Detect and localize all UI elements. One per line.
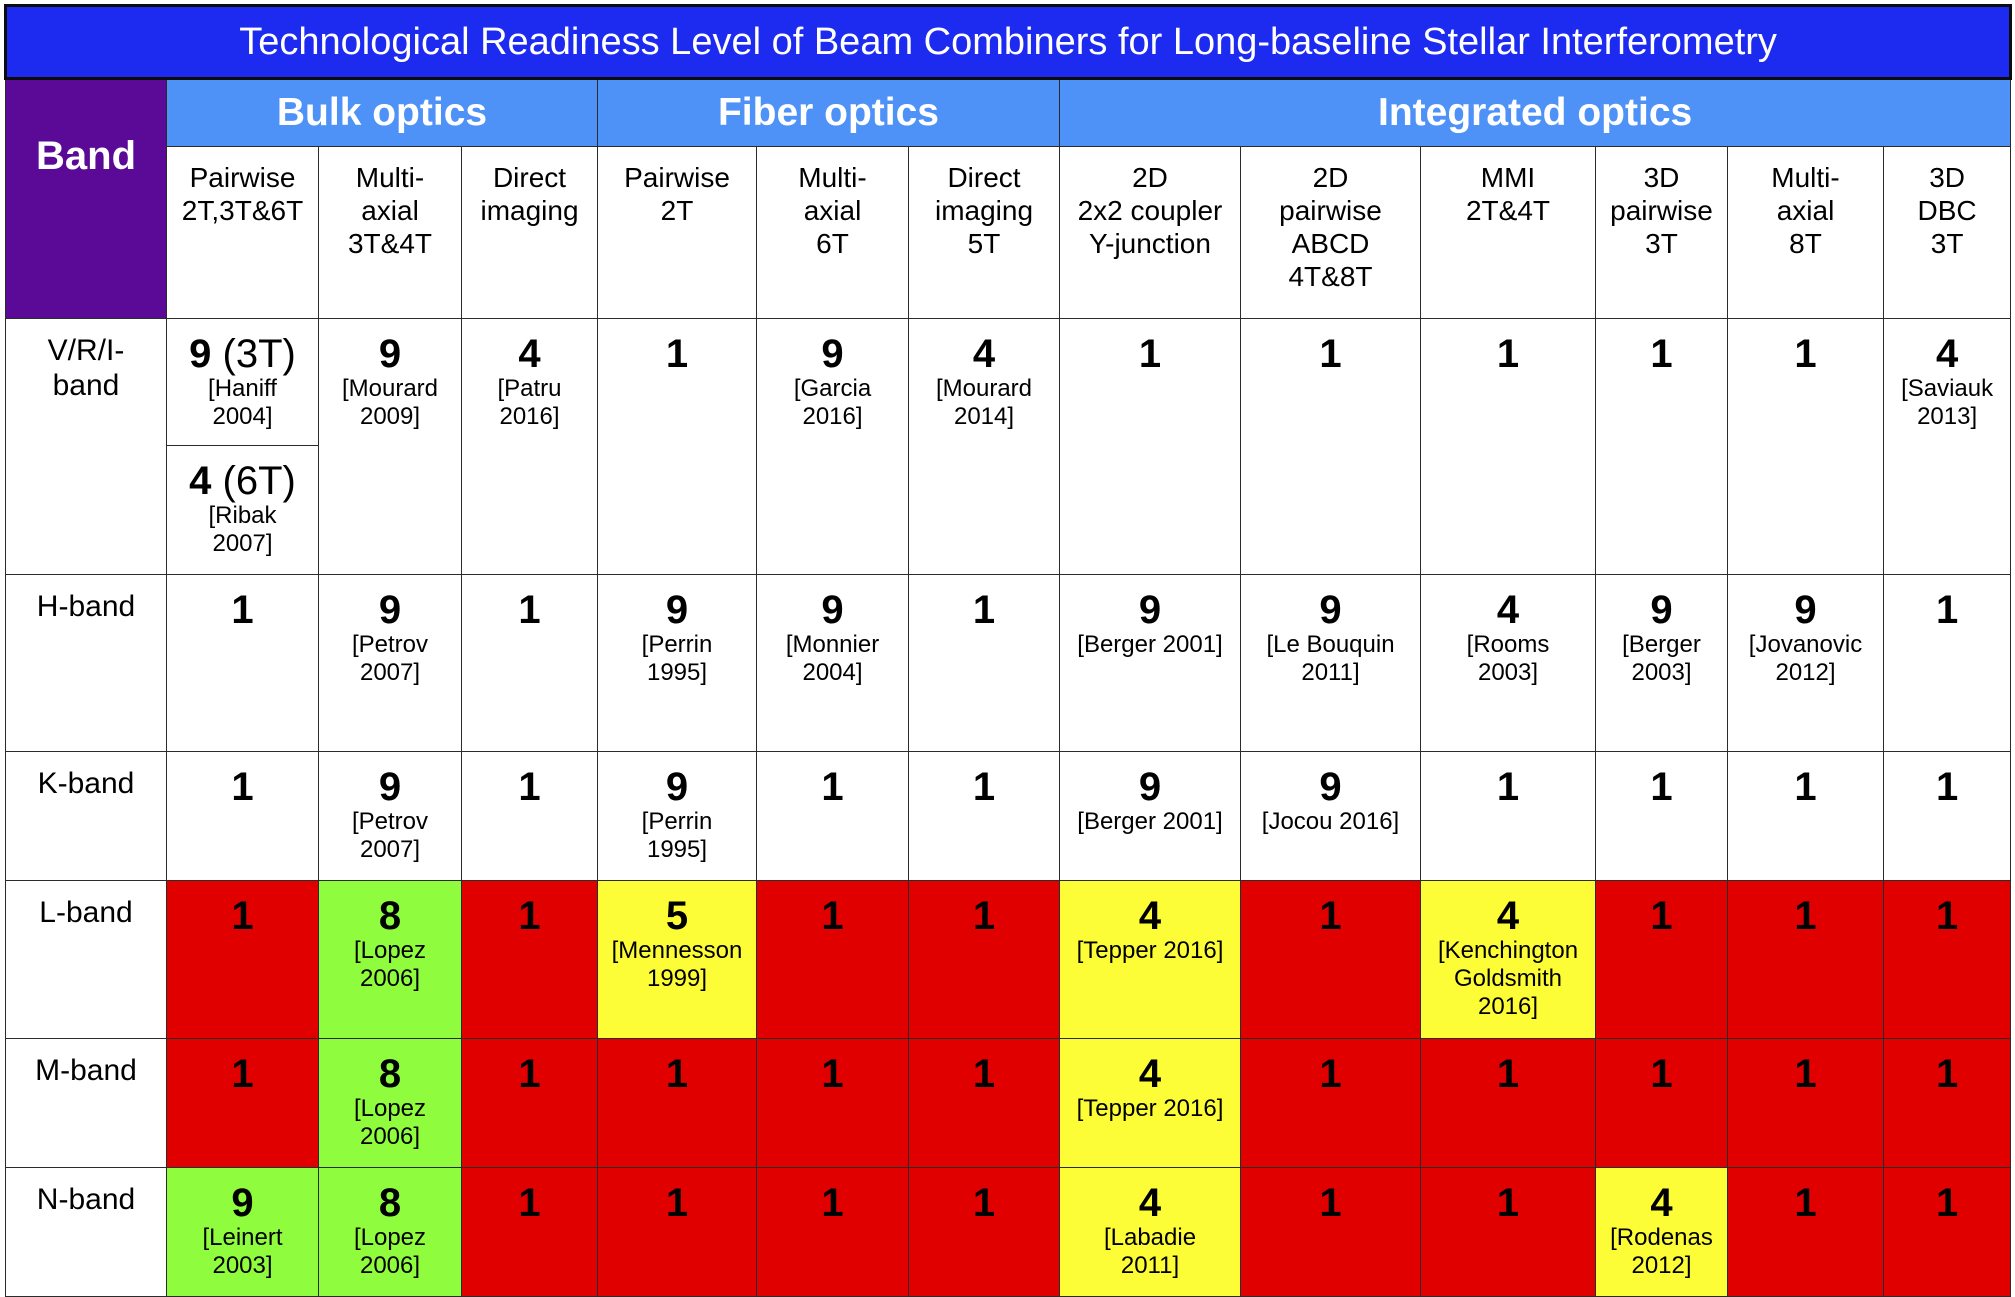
- col-header-line: Direct: [492, 162, 567, 193]
- trl-reference: [Lopez: [353, 937, 427, 964]
- trl-value: 1: [972, 588, 996, 632]
- trl-reference: 2014]: [953, 403, 1015, 430]
- trl-cell-h-c4: [598, 575, 757, 752]
- trl-value: 8: [378, 1181, 402, 1225]
- trl-value: 4: [1138, 1181, 1162, 1225]
- trl-cell-m-c12: [1884, 1039, 2011, 1168]
- trl-value: 1: [1794, 765, 1817, 809]
- trl-value: 1: [821, 1181, 844, 1225]
- col-header-line: 3T&4T: [347, 228, 433, 259]
- trl-cell-n-c8: [1241, 1168, 1421, 1297]
- trl-value: 1: [1319, 332, 1342, 376]
- trl-cell-l-c3: [462, 881, 598, 1039]
- trl-cell-l-c2: [319, 881, 462, 1039]
- trl-reference: [Tepper 2016]: [1076, 937, 1224, 964]
- trl-reference: [Kenchington: [1437, 937, 1579, 964]
- trl-reference: [Labadie: [1103, 1224, 1197, 1251]
- trl-value: 5: [665, 894, 689, 938]
- trl-cell-n-c6: [909, 1168, 1060, 1297]
- trl-value: 1: [231, 765, 254, 809]
- trl-cell-n-c11: [1728, 1168, 1884, 1297]
- trl-reference: 2009]: [359, 403, 421, 430]
- group-header-fiber-optics: Fiber optics: [598, 79, 1060, 147]
- trl-cell-h-c11: [1728, 575, 1884, 752]
- trl-reference: [Tepper 2016]: [1076, 1095, 1224, 1122]
- trl-value: 4: [1138, 1052, 1162, 1096]
- trl-value: 1: [665, 1052, 689, 1096]
- trl-value: 4: [1650, 1181, 1673, 1225]
- trl-value: 1: [665, 1181, 689, 1225]
- row-label-n-band: N-band: [6, 1168, 167, 1297]
- trl-reference: [Lopez: [353, 1224, 427, 1251]
- band-column-header: Band: [6, 79, 167, 319]
- trl-cell-k-c7: [1060, 752, 1241, 881]
- col-header-line: axial: [1776, 195, 1835, 226]
- trl-reference: [Lopez: [353, 1095, 427, 1122]
- trl-cell-vri-c4: [598, 319, 757, 575]
- trl-value: 1: [972, 1052, 996, 1096]
- col-header-line: axial: [361, 195, 419, 226]
- trl-cell-k-c5: [757, 752, 909, 881]
- trl-cell-m-c3: [462, 1039, 598, 1168]
- trl-value: 4: [1496, 894, 1520, 938]
- trl-cell-m-c8: [1241, 1039, 1421, 1168]
- trl-cell-vri-c1-3t: [167, 319, 319, 446]
- trl-cell-h-c7: [1060, 575, 1241, 752]
- trl-reference: 2006]: [359, 1252, 421, 1279]
- trl-cell-l-c6: [909, 881, 1060, 1039]
- trl-reference: [Patru: [497, 375, 562, 402]
- trl-value: 9: [1319, 765, 1342, 809]
- col-header-line: imaging: [480, 195, 579, 226]
- trl-cell-h-c12: [1884, 575, 2011, 752]
- trl-reference: [Mennesson: [611, 937, 743, 964]
- trl-cell-h-c10: [1596, 575, 1728, 752]
- trl-value: 9: [378, 765, 402, 809]
- row-label-line: V/R/I-: [47, 334, 125, 367]
- col-header-c3: [462, 147, 598, 319]
- trl-value: 1: [231, 894, 254, 938]
- trl-reference: 1999]: [646, 965, 708, 992]
- trl-reference: [Berger 2001]: [1077, 631, 1223, 658]
- trl-value: 1: [1319, 894, 1342, 938]
- col-header-line: Multi-: [798, 162, 867, 193]
- trl-value: 9: [821, 588, 844, 632]
- trl-cell-m-c4: [598, 1039, 757, 1168]
- trl-reference: [Ribak: [208, 502, 277, 529]
- trl-reference: [Berger 2001]: [1077, 808, 1223, 835]
- trl-cell-m-c10: [1596, 1039, 1728, 1168]
- col-header-line: DBC: [1917, 195, 1977, 226]
- trl-cell-h-c3: [462, 575, 598, 752]
- col-header-line: pairwise: [1279, 195, 1382, 226]
- col-header-line: 2D: [1312, 162, 1349, 193]
- trl-cell-m-c11: [1728, 1039, 1884, 1168]
- trl-cell-l-c5: [757, 881, 909, 1039]
- col-header-line: ABCD: [1291, 228, 1370, 259]
- col-header-line: pairwise: [1610, 195, 1713, 226]
- trl-value: 4: [1138, 894, 1162, 938]
- col-header-line: 2D: [1132, 162, 1168, 193]
- trl-cell-m-c1: [167, 1039, 319, 1168]
- trl-reference: [Leinert: [202, 1224, 283, 1251]
- trl-cell-vri-c6: [909, 319, 1060, 575]
- trl-reference: 2011]: [1301, 659, 1360, 686]
- trl-cell-l-c11: [1728, 881, 1884, 1039]
- trl-value: 8: [378, 1052, 402, 1096]
- col-header-c12: [1884, 147, 2011, 319]
- trl-cell-n-c10: [1596, 1168, 1728, 1297]
- col-header-line: 5T: [967, 228, 1001, 259]
- col-header-c4: [598, 147, 757, 319]
- trl-cell-h-c1: [167, 575, 319, 752]
- col-header-line: Multi-: [1771, 162, 1840, 193]
- trl-cell-h-c8: [1241, 575, 1421, 752]
- trl-cell-h-c9: [1421, 575, 1596, 752]
- trl-cell-k-c9: [1421, 752, 1596, 881]
- trl-value: 1: [518, 588, 541, 632]
- trl-value: 1: [821, 1052, 844, 1096]
- trl-value: 1: [1935, 1181, 1959, 1225]
- trl-value: 1: [1794, 1052, 1817, 1096]
- row-label-line: band: [52, 369, 120, 402]
- trl-reference: 2007]: [359, 836, 421, 863]
- trl-reference: 2007]: [212, 530, 273, 557]
- trl-reference: 2003]: [1631, 659, 1692, 686]
- trl-value: 9: [1138, 765, 1162, 809]
- trl-cell-k-c4: [598, 752, 757, 881]
- trl-reference: [Berger: [1622, 631, 1701, 658]
- trl-reference: 2016]: [499, 403, 560, 430]
- col-header-c6: [909, 147, 1060, 319]
- trl-value: 1: [1650, 332, 1673, 376]
- col-header-line: MMI: [1480, 162, 1536, 193]
- trl-reference: [Le Bouquin: [1266, 631, 1395, 658]
- trl-value: 1: [1650, 894, 1673, 938]
- trl-value: 1: [231, 588, 254, 632]
- trl-value: 1: [518, 765, 541, 809]
- table-title: Technological Readiness Level of Beam Combiners for Long-baseline Stellar Interferometry: [6, 6, 2011, 79]
- trl-value: 4: [518, 332, 541, 376]
- trl-cell-k-c11: [1728, 752, 1884, 881]
- trl-value: 1: [1496, 1181, 1520, 1225]
- trl-value: 4 (6T): [189, 459, 296, 503]
- trl-cell-l-c8: [1241, 881, 1421, 1039]
- col-header-line: 6T: [816, 228, 849, 259]
- trl-cell-n-c4: [598, 1168, 757, 1297]
- trl-cell-vri-c11: [1728, 319, 1884, 575]
- trl-cell-vri-c12: [1884, 319, 2011, 575]
- trl-cell-n-c7: [1060, 1168, 1241, 1297]
- trl-value: 1: [972, 1181, 996, 1225]
- trl-cell-m-c2: [319, 1039, 462, 1168]
- trl-value: 1: [1935, 588, 1959, 632]
- col-header-c11: [1728, 147, 1884, 319]
- trl-value: 9: [378, 332, 402, 376]
- trl-reference: [Mourard: [341, 375, 439, 402]
- trl-cell-k-c2: [319, 752, 462, 881]
- trl-value: 1: [1935, 1052, 1959, 1096]
- trl-cell-vri-c9: [1421, 319, 1596, 575]
- trl-cell-l-c4: [598, 881, 757, 1039]
- trl-reference: [Haniff: [208, 375, 277, 402]
- trl-cell-k-c10: [1596, 752, 1728, 881]
- col-header-c10: [1596, 147, 1728, 319]
- trl-value: 9: [1319, 588, 1342, 632]
- trl-value: 1: [1935, 765, 1959, 809]
- trl-cell-k-c8: [1241, 752, 1421, 881]
- trl-cell-m-c5: [757, 1039, 909, 1168]
- trl-value: 1: [972, 765, 996, 809]
- col-header-line: Direct: [947, 162, 1021, 193]
- trl-value: 9: [821, 332, 844, 376]
- trl-cell-h-c5: [757, 575, 909, 752]
- trl-cell-n-c1: [167, 1168, 319, 1297]
- trl-value: 1: [1650, 765, 1673, 809]
- trl-reference: [Mourard: [935, 375, 1033, 402]
- trl-reference: 2016]: [802, 403, 863, 430]
- trl-reference: 2004]: [802, 659, 863, 686]
- trl-value: 1: [1496, 765, 1520, 809]
- trl-cell-vri-c1-6t: [167, 446, 319, 575]
- trl-value: 4: [972, 332, 996, 376]
- trl-reference: 2003]: [1477, 659, 1539, 686]
- trl-cell-m-c7: [1060, 1039, 1241, 1168]
- trl-value: 1: [821, 894, 844, 938]
- trl-value: 9: [665, 588, 689, 632]
- trl-cell-vri-c3: [462, 319, 598, 575]
- trl-cell-vri-c2: [319, 319, 462, 575]
- trl-cell-l-c7: [1060, 881, 1241, 1039]
- trl-value: 1: [1794, 894, 1817, 938]
- col-header-line: 2T: [660, 195, 694, 226]
- row-label-vri-band: [6, 319, 167, 575]
- trl-reference: [Petrov: [351, 808, 429, 835]
- trl-cell-l-c10: [1596, 881, 1728, 1039]
- col-header-c8: [1241, 147, 1421, 319]
- row-label-l-band: L-band: [6, 881, 167, 1039]
- trl-reference: 2012]: [1631, 1252, 1692, 1279]
- group-header-bulk-optics: Bulk optics: [167, 79, 598, 147]
- trl-reference: 2006]: [359, 965, 421, 992]
- trl-reference: 2011]: [1120, 1252, 1180, 1279]
- trl-reference: [Jovanovic: [1748, 631, 1863, 658]
- trl-value: 1: [1794, 1181, 1817, 1225]
- trl-reference: 1995]: [646, 659, 708, 686]
- trl-reference: 2003]: [212, 1252, 273, 1279]
- trl-value: 9: [1650, 588, 1673, 632]
- col-header-c9: [1421, 147, 1596, 319]
- trl-reference: [Monnier: [785, 631, 880, 658]
- trl-cell-l-c1: [167, 881, 319, 1039]
- trl-cell-n-c2: [319, 1168, 462, 1297]
- trl-reference: Goldsmith: [1453, 965, 1563, 992]
- col-header-line: 2T&4T: [1465, 195, 1551, 226]
- col-header-line: 3D: [1929, 162, 1965, 193]
- trl-value: 1: [1794, 332, 1817, 376]
- trl-reference: 2016]: [1477, 993, 1539, 1020]
- col-header-line: 3T: [1930, 228, 1964, 259]
- trl-reference: 2004]: [212, 403, 273, 430]
- trl-value: 1: [1496, 332, 1520, 376]
- trl-value: 1: [1138, 332, 1162, 376]
- group-header-integrated-optics: Integrated optics: [1060, 79, 2011, 147]
- trl-cell-k-c12: [1884, 752, 2011, 881]
- row-label-h-band: H-band: [6, 575, 167, 752]
- trl-cell-l-c9: [1421, 881, 1596, 1039]
- col-header-c2: [319, 147, 462, 319]
- trl-cell-n-c5: [757, 1168, 909, 1297]
- row-label-m-band: M-band: [6, 1039, 167, 1168]
- trl-cell-n-c12: [1884, 1168, 2011, 1297]
- trl-cell-h-c2: [319, 575, 462, 752]
- col-header-c1: [167, 147, 319, 319]
- trl-cell-m-c6: [909, 1039, 1060, 1168]
- trl-value: 9: [1138, 588, 1162, 632]
- col-header-line: Pairwise: [624, 162, 730, 193]
- trl-value: 9: [378, 588, 402, 632]
- trl-value: 1: [972, 894, 996, 938]
- trl-reference: [Rodenas: [1610, 1224, 1713, 1251]
- trl-reference: [Saviauk: [1901, 375, 1994, 402]
- col-header-line: 2x2 coupler: [1077, 195, 1223, 226]
- col-header-line: Multi-: [355, 162, 425, 193]
- col-header-line: 3T: [1645, 228, 1678, 259]
- trl-value: 1: [518, 1052, 541, 1096]
- col-header-line: 8T: [1789, 228, 1822, 259]
- trl-value: 9: [665, 765, 689, 809]
- trl-value: 9: [231, 1181, 254, 1225]
- col-header-line: imaging: [934, 195, 1034, 226]
- trl-value: 8: [378, 894, 402, 938]
- trl-value: 1: [1319, 1181, 1342, 1225]
- trl-cell-n-c9: [1421, 1168, 1596, 1297]
- trl-cell-m-c9: [1421, 1039, 1596, 1168]
- col-header-c7: [1060, 147, 1241, 319]
- trl-reference: 2007]: [359, 659, 421, 686]
- trl-reference: [Perrin: [641, 808, 713, 835]
- trl-cell-k-c6: [909, 752, 1060, 881]
- trl-value: 1: [821, 765, 844, 809]
- trl-reference: 2006]: [359, 1123, 421, 1150]
- col-header-line: Pairwise: [189, 162, 296, 193]
- trl-value: 1: [231, 1052, 254, 1096]
- trl-cell-vri-c8: [1241, 319, 1421, 575]
- col-header-line: axial: [803, 195, 862, 226]
- trl-value: 1: [665, 332, 689, 376]
- col-header-c5: [757, 147, 909, 319]
- trl-reference: [Garcia: [793, 375, 872, 402]
- col-header-line: 4T&8T: [1288, 261, 1373, 292]
- trl-value: 4: [1935, 332, 1959, 376]
- trl-cell-n-c3: [462, 1168, 598, 1297]
- trl-reference: [Perrin: [641, 631, 713, 658]
- trl-cell-vri-c10: [1596, 319, 1728, 575]
- trl-cell-k-c1: [167, 752, 319, 881]
- trl-value: 1: [1319, 1052, 1342, 1096]
- trl-reference: [Jocou 2016]: [1261, 808, 1400, 835]
- trl-cell-k-c3: [462, 752, 598, 881]
- trl-value: 1: [518, 894, 541, 938]
- trl-cell-h-c6: [909, 575, 1060, 752]
- trl-cell-vri-c7: [1060, 319, 1241, 575]
- trl-value: 9 (3T): [189, 332, 296, 376]
- trl-cell-l-c12: [1884, 881, 2011, 1039]
- trl-value: 9: [1794, 588, 1817, 632]
- trl-value: 4: [1496, 588, 1520, 632]
- trl-value: 1: [1935, 894, 1959, 938]
- col-header-line: 3D: [1643, 162, 1680, 193]
- trl-value: 1: [1650, 1052, 1673, 1096]
- col-header-line: Y-junction: [1089, 228, 1211, 259]
- trl-value: 1: [1496, 1052, 1520, 1096]
- trl-reference: [Rooms: [1466, 631, 1550, 658]
- trl-table: [4, 4, 2012, 1297]
- trl-value: 1: [518, 1181, 541, 1225]
- col-header-line: 2T,3T&6T: [181, 195, 304, 226]
- trl-cell-vri-c5: [757, 319, 909, 575]
- row-label-k-band: K-band: [6, 752, 167, 881]
- trl-reference: 1995]: [646, 836, 708, 863]
- trl-reference: 2012]: [1775, 659, 1836, 686]
- trl-reference: [Petrov: [351, 631, 429, 658]
- trl-reference: 2013]: [1917, 403, 1978, 430]
